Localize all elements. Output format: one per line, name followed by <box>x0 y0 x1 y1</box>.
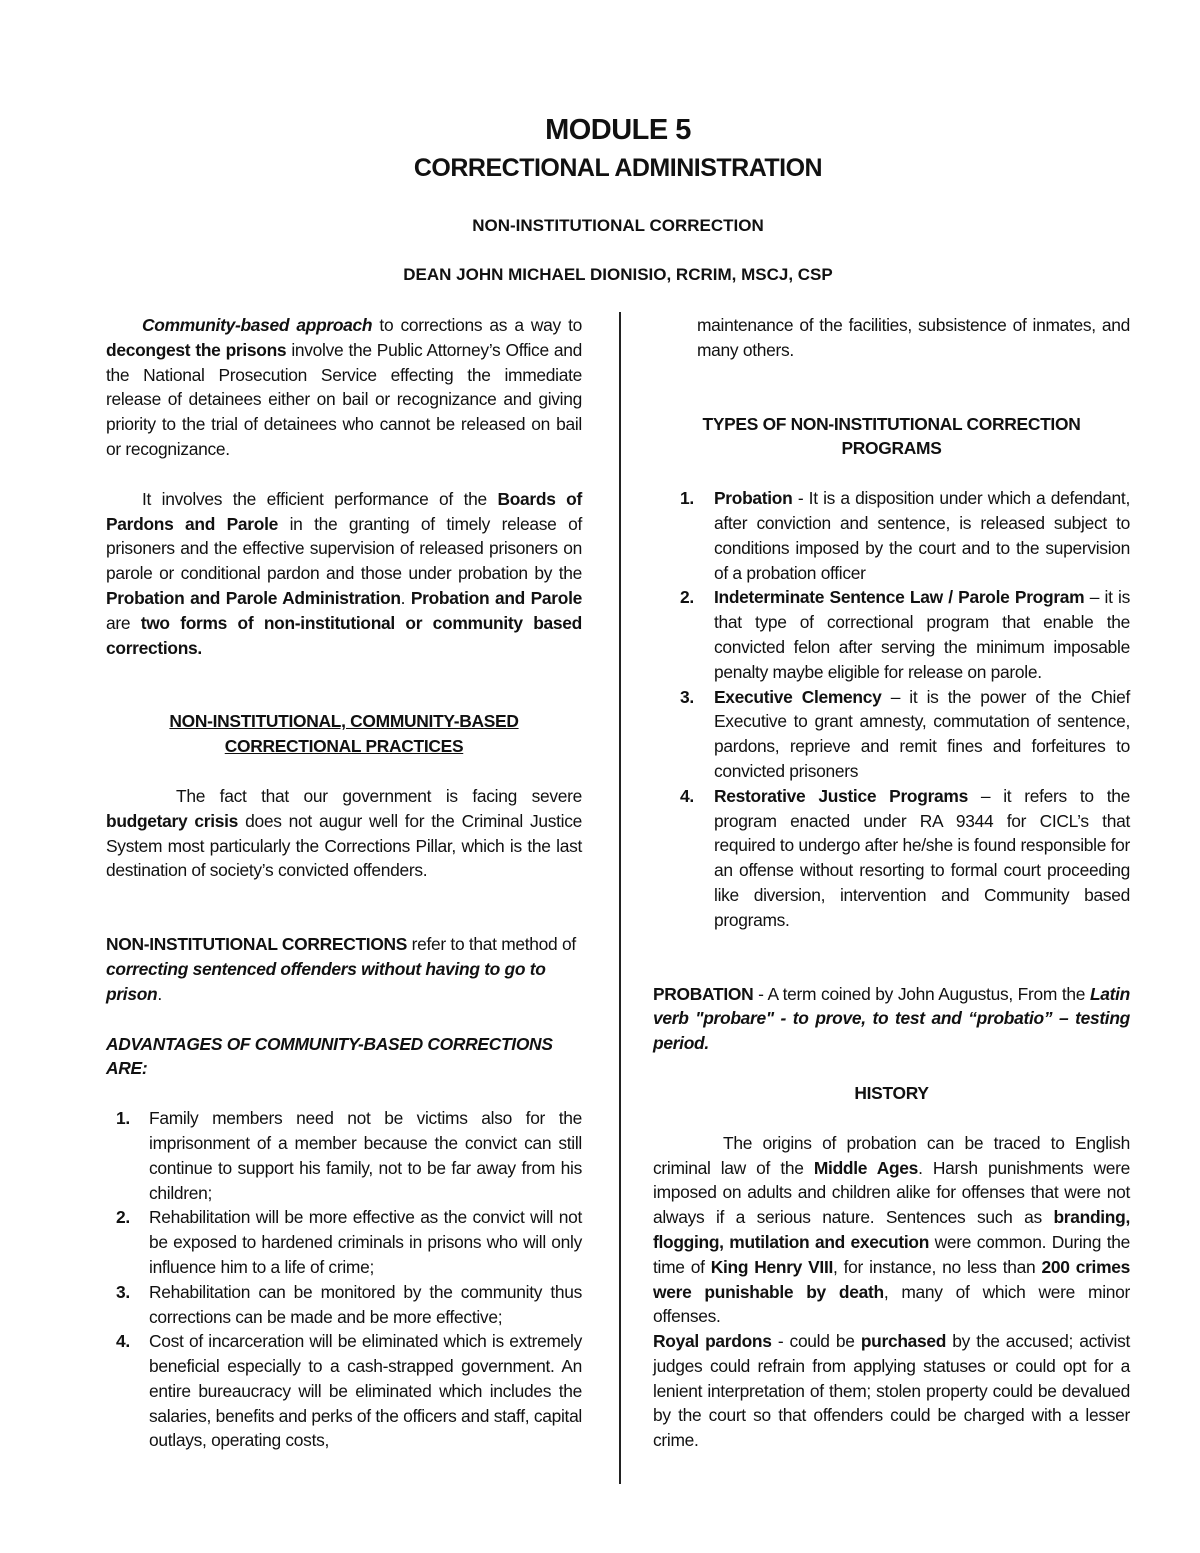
continuation-paragraph: maintenance of the facilities, subsistence of inmates, and many others. <box>697 315 1130 360</box>
intro-paragraph: Community-based approach to corrections as a way to decongest the prisons involve the Public Attorney’s Office and the National Prosecution Service effecting the immediate release of detainees either on bail or recognizance and giving priority to the trial of detainees who cannot be released on bail or recognizance. <box>106 315 582 459</box>
budget-paragraph: The fact that our government is facing severe budgetary crisis does not augur well for the Criminal Justice System most particularly the Corrections Pillar, which is the last destination of society’s convicted offenders. <box>106 785 583 881</box>
advantages-list <box>106 1106 582 1453</box>
types-heading: TYPES OF NON-INSTITUTIONAL CORRECTION PROGRAMS <box>702 413 1081 459</box>
list-item: 3. Rehabilitation can be monitored by the community thus corrections can be made and be more effective; <box>116 1281 582 1327</box>
column-divider <box>619 312 621 1484</box>
history-paragraph: The origins of probation can be traced to English criminal law of the Middle Ages. Harsh punishments were imposed on adults and children alike for offenses that were not always if a serious nature. Sentences such as branding, flogging, mutilation and execution were common. During the time of King Henry VIII, for instance, no less than 200 crimes were punishable by death, many of which were minor offenses. <box>653 1132 1131 1327</box>
author-line: DEAN JOHN MICHAEL DIONISIO, RCRIM, MSCJ, CSP <box>403 265 833 284</box>
history-heading: HISTORY <box>854 1082 929 1103</box>
advantages-heading: ADVANTAGES OF COMMUNITY-BASED CORRECTIONS ARE: <box>106 1033 553 1079</box>
list-item: 1. Probation - It is a disposition under which a defendant, after conviction and sentence, is released subject to conditions imposed by the court and to the supervision of a probation officer <box>680 488 1130 583</box>
list-item: 3. Executive Clemency – it is the power of the Chief Executive to grant amnesty, commutation of sentence, pardons, reprieve and remit fines and forfeitures to convicted prisoners <box>680 686 1130 781</box>
module-title: MODULE 5 <box>545 114 691 146</box>
list-item: 2. Rehabilitation will be more effective as the convict will not be exposed to hardened criminals in prisons who will only influence him to a life of crime; <box>116 1207 582 1277</box>
topic-title: NON-INSTITUTIONAL CORRECTION <box>472 216 764 235</box>
list-item: 4. Restorative Justice Programs – it refers to the program enacted under RA 9344 for CICL’s that required to undergo after he/she is found responsible for an offense without resorting to formal court proceeding like diversion, intervention and Community based programs. <box>680 785 1131 930</box>
probation-paragraph: PROBATION - A term coined by John Augustus, From the Latin verb "probare" - to prove, to test and “probatio” – testing period. <box>653 983 1130 1054</box>
types-list <box>653 486 1130 932</box>
left-column <box>106 313 582 1453</box>
list-item: 4. Cost of incarceration will be eliminated which is extremely beneficial especially to a cash-strapped government. An entire bureaucracy will be eliminated which includes the salaries, benefits and perks of the officers and staff, capital outlays, operating costs, <box>116 1331 582 1451</box>
royal-pardons-paragraph: Royal pardons - could be purchased by the accused; activist judges could refrain from applying statuses or could opt for a lenient interpretation of them; stolen property could be devalued by the court so that offenders could be charged with a lesser crime. <box>653 1331 1130 1451</box>
right-column <box>653 313 1130 1453</box>
definition-paragraph: NON-INSTITUTIONAL CORRECTIONS refer to that method of correcting sentenced offenders without having to go to prison. <box>106 934 576 1004</box>
course-title: CORRECTIONAL ADMINISTRATION <box>413 154 823 182</box>
list-item: 1. Family members need not be victims also for the imprisonment of a member because the convict can still continue to support his family, not to be far away from his children; <box>116 1108 582 1203</box>
boards-paragraph: It involves the efficient performance of the Boards of Pardons and Parole in the granting of timely release of prisoners and the effective supervision of released prisoners on parole or conditional pardon and those under probation by the Probation and Parole Administration. Probation and Parole are two forms of non-institutional or community based corrections. <box>106 488 582 658</box>
list-item: 2. Indeterminate Sentence Law / Parole Program – it is that type of correctional program that enable the convicted felon after serving the minimum imposable penalty maybe eligible for release on parole. <box>680 587 1130 682</box>
practices-heading: NON-INSTITUTIONAL, COMMUNITY-BASED CORRECTIONAL PRACTICES <box>169 711 519 757</box>
